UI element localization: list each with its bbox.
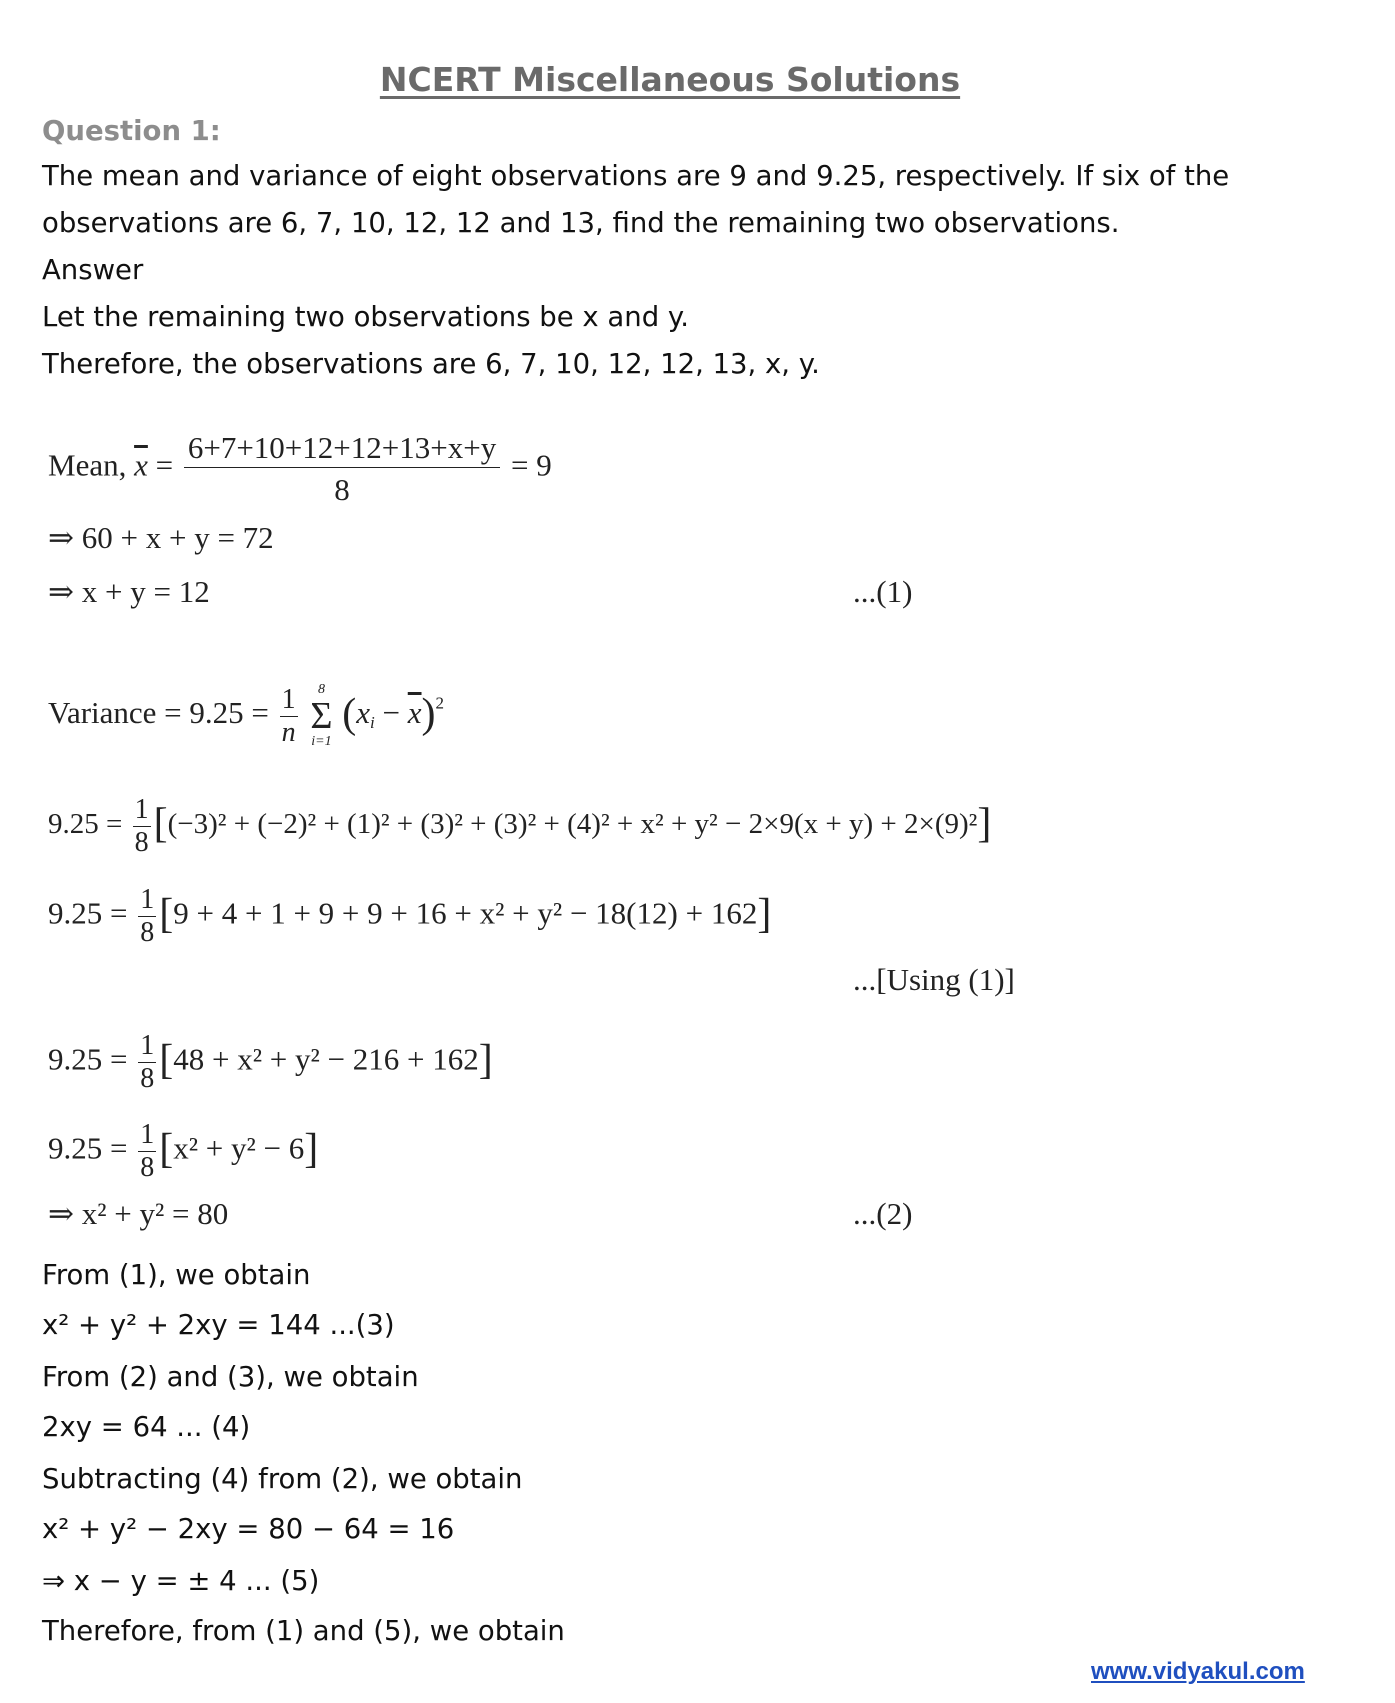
answer-line2: Therefore, the observations are 6, 7, 10, 12, 12, 13, x, y. [42,348,820,380]
step-7: ⇒ x − y = ± 4 ... (5) [42,1565,320,1597]
using-tag: ...[Using (1)] [853,962,1015,997]
variance-line-2-body: 9 + 4 + 1 + 9 + 9 + 16 + x² + y² − 18(12) + 162 [173,895,758,931]
answer-line1: Let the remaining two observations be x and y. [42,301,690,333]
equation-2: ⇒ x² + y² = 80 [48,1196,229,1231]
mean-label: Mean, [48,447,127,483]
mean-fraction [184,432,500,505]
mean-equation: Mean, $\overline{x}$ = $\frac{6+7+10+12+12+13+x+y}{8}$ = 9 [48,430,552,507]
answer-label: Answer [42,254,144,286]
variance-line-3-body: 48 + x² + y² − 216 + 162 [173,1041,479,1077]
step-4: 2xy = 64 ... (4) [42,1411,251,1443]
mean-denominator: 8 [334,472,350,507]
step-2: x² + y² + 2xy = 144 ...(3) [42,1309,395,1341]
step-8: Therefore, from (1) and (5), we obtain [42,1615,565,1647]
variance-label: Variance = 9.25 = [48,695,269,731]
sigma-symbol: 8 Σ i=1 [310,682,333,749]
variance-line-1-body: (−3)² + (−2)² + (1)² + (3)² + (3)² + (4)² + x² + y² − 2×9(x + y) + 2×(9)² [167,808,978,841]
step-3: From (2) and (3), we obtain [42,1361,419,1393]
step-1: From (1), we obtain [42,1259,311,1291]
mean-result: = 9 [510,447,552,483]
variance-line-1: 9.25 = $\frac{1}{8}$ [(−3)² + (−2)² + (1)² + (3)² + (3)² + (4)² + x² + y² − 2×9(x + y) + 2×(9)²] [48,794,992,858]
step-5: Subtracting (4) from (2), we obtain [42,1463,523,1495]
equation-2-tag: ...(2) [853,1196,913,1231]
question-label: Question 1: [42,115,221,147]
variance-line-4: 9.25 = $\frac{1}{8}$ [x² + y² − 6] [48,1119,319,1183]
equation-1-tag: ...(1) [853,574,913,609]
step-6: x² + y² − 2xy = 80 − 64 = 16 [42,1513,455,1545]
vidyakul-link[interactable]: www.vidyakul.com [1091,1658,1305,1685]
mean-numerator: 6+7+10+12+12+13+x+y [184,432,500,468]
question-text-line2: observations are 6, 7, 10, 12, 12 and 13, find the remaining two observations. [42,207,1120,239]
question-text-line1: The mean and variance of eight observations are 9 and 9.25, respectively. If six of the [42,160,1230,192]
page-title: NCERT Miscellaneous Solutions [379,60,961,99]
equation-sum: ⇒ 60 + x + y = 72 [48,520,274,555]
variance-line-4-body: x² + y² − 6 [173,1130,305,1166]
variance-line-3: 9.25 = $\frac{1}{8}$ [48 + x² + y² − 216 + 162] [48,1030,493,1094]
variance-line-2: 9.25 = $\frac{1}{8}$ [9 + 4 + 1 + 9 + 9 + 16 + x² + y² − 18(12) + 162] [48,884,772,948]
equation-1: ⇒ x + y = 12 [48,574,210,609]
variance-definition: Variance = 9.25 = $\frac{1}{n}$ 8 Σ i=1 $(x_i - \overline{x})^2$ [48,682,445,749]
